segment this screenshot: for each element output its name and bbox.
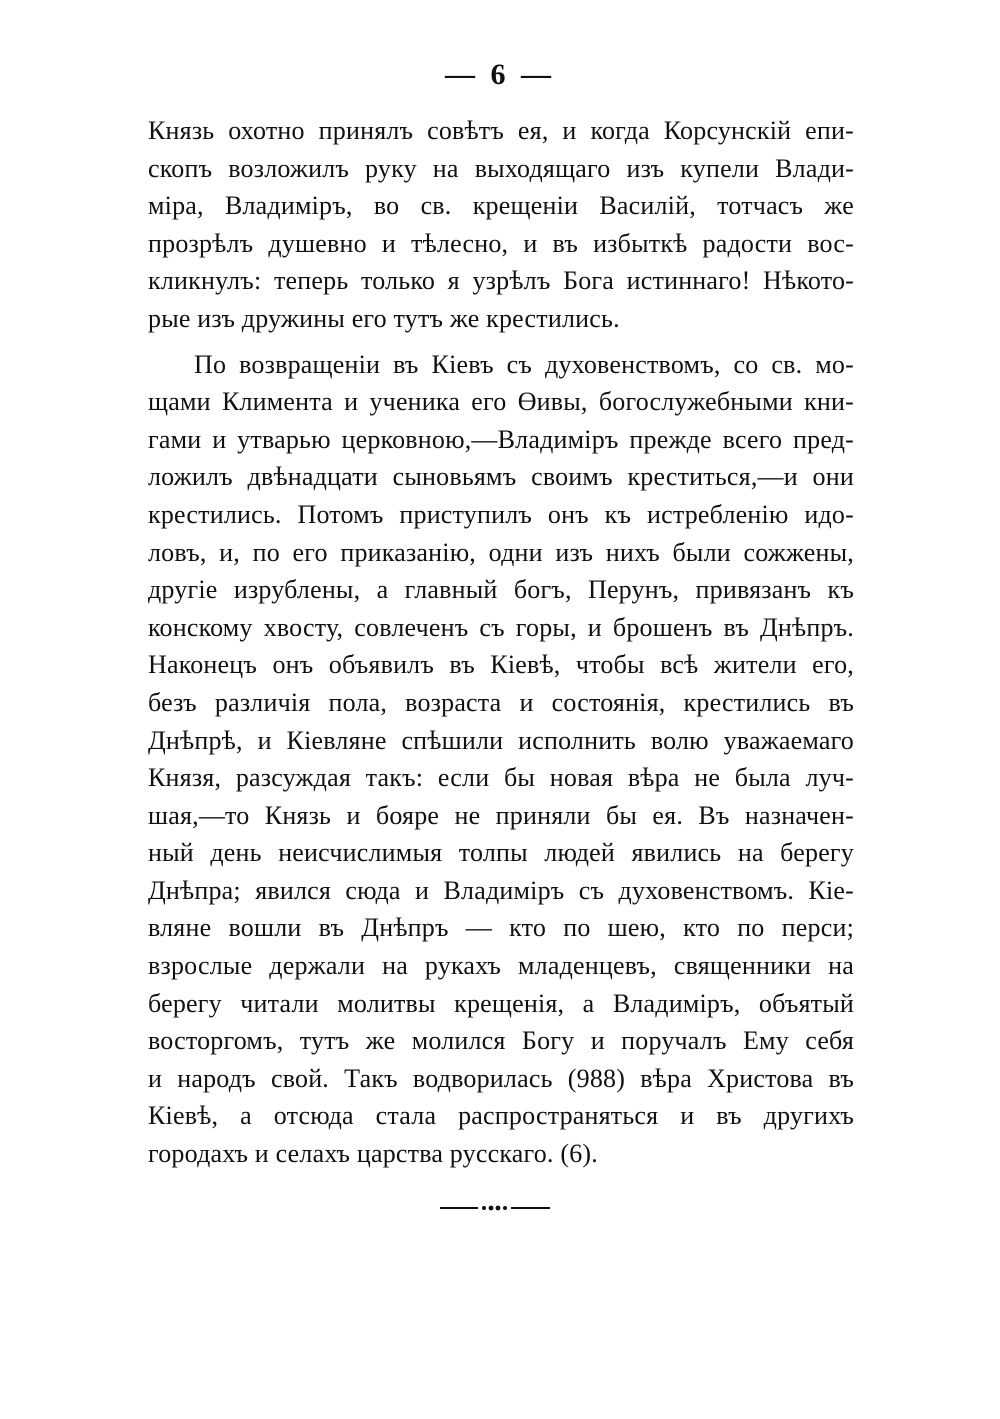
text-line: По возвращеніи въ Кіевъ съ духовенствомъ, со св. мо- [194, 349, 854, 379]
text-line: вляне вошли въ Днѣпръ — кто по шею, кто по перси; [148, 913, 854, 943]
text-line: взрослые держали на рукахъ младенцевъ, священники на [148, 951, 854, 981]
text-line: другіе изрублены, а главный богъ, Перунъ, привязанъ къ [148, 575, 854, 605]
text-line: щами Климента и ученика его Өивы, богослужебными кни- [148, 387, 854, 417]
text-line: Днѣпра; явился сюда и Владиміръ съ духовенствомъ. Кіе- [148, 875, 854, 905]
body-text [148, 112, 854, 1173]
paragraph-1 [148, 112, 854, 338]
text-line: міра, Владиміръ, во св. крещеніи Василій, тотчасъ же [148, 191, 854, 221]
text-line: Днѣпрѣ, и Кіевляне спѣшили исполнить волю уважаемаго [148, 725, 854, 755]
page-number: — 6 — [445, 58, 555, 91]
text-line: ложилъ двѣнадцати сыновьямъ своимъ креститься,—и они [148, 462, 854, 492]
text-line: шая,—то Князь и бояре не приняли бы ея. Въ назначен- [148, 800, 854, 830]
paragraph-gap [148, 338, 854, 346]
paragraph-2 [148, 346, 854, 1173]
text-line: Князь охотно принялъ совѣтъ ея, и когда Корсунскій епи- [148, 116, 854, 145]
text-line: скопъ возложилъ руку на выходящаго изъ купели Влади- [148, 153, 854, 183]
text-line: безъ различія пола, возраста и состоянія, крестились въ [148, 687, 854, 717]
text-line: рые изъ дружины его тутъ же крестились. [148, 303, 620, 333]
text-line: и народъ свой. Такъ водворилась (988) вѣра Христова въ [148, 1063, 854, 1093]
text-line: конскому хвосту, совлеченъ съ горы, и брошенъ въ Днѣпръ. [148, 612, 854, 642]
text-line: городахъ и селахъ царства русскаго. (6). [148, 1139, 598, 1169]
text-line: берегу читали молитвы крещенія, а Владиміръ, объятый [148, 988, 854, 1018]
text-line: ный день неисчислимыя толпы людей явились на берегу [148, 838, 854, 868]
text-line: прозрѣлъ душевно и тѣлесно, и въ избыткѣ радости вос- [148, 228, 854, 258]
dash-ornament-icon [440, 1203, 550, 1213]
text-line: Князя, разсуждая такъ: если бы новая вѣра не была луч- [148, 763, 854, 793]
text-line: Кіевѣ, а отсюда стала распространяться и въ другихъ [148, 1101, 854, 1131]
text-line: Наконецъ онъ объявилъ въ Кіевѣ, чтобы всѣ жители его, [148, 650, 854, 680]
text-line: гами и утварью церковною,—Владиміръ прежде всего пред- [148, 424, 854, 454]
text-line: кликнулъ: теперь только я узрѣлъ Бога истиннаго! Нѣкото- [148, 266, 854, 296]
text-line: крестились. Потомъ приступилъ онъ къ истребленію идо- [148, 499, 854, 529]
text-line: восторгомъ, тутъ же молился Богу и поручалъ Ему себя [148, 1026, 854, 1056]
text-line: ловъ, и, по его приказанію, одни изъ нихъ были сожжены, [148, 537, 854, 567]
